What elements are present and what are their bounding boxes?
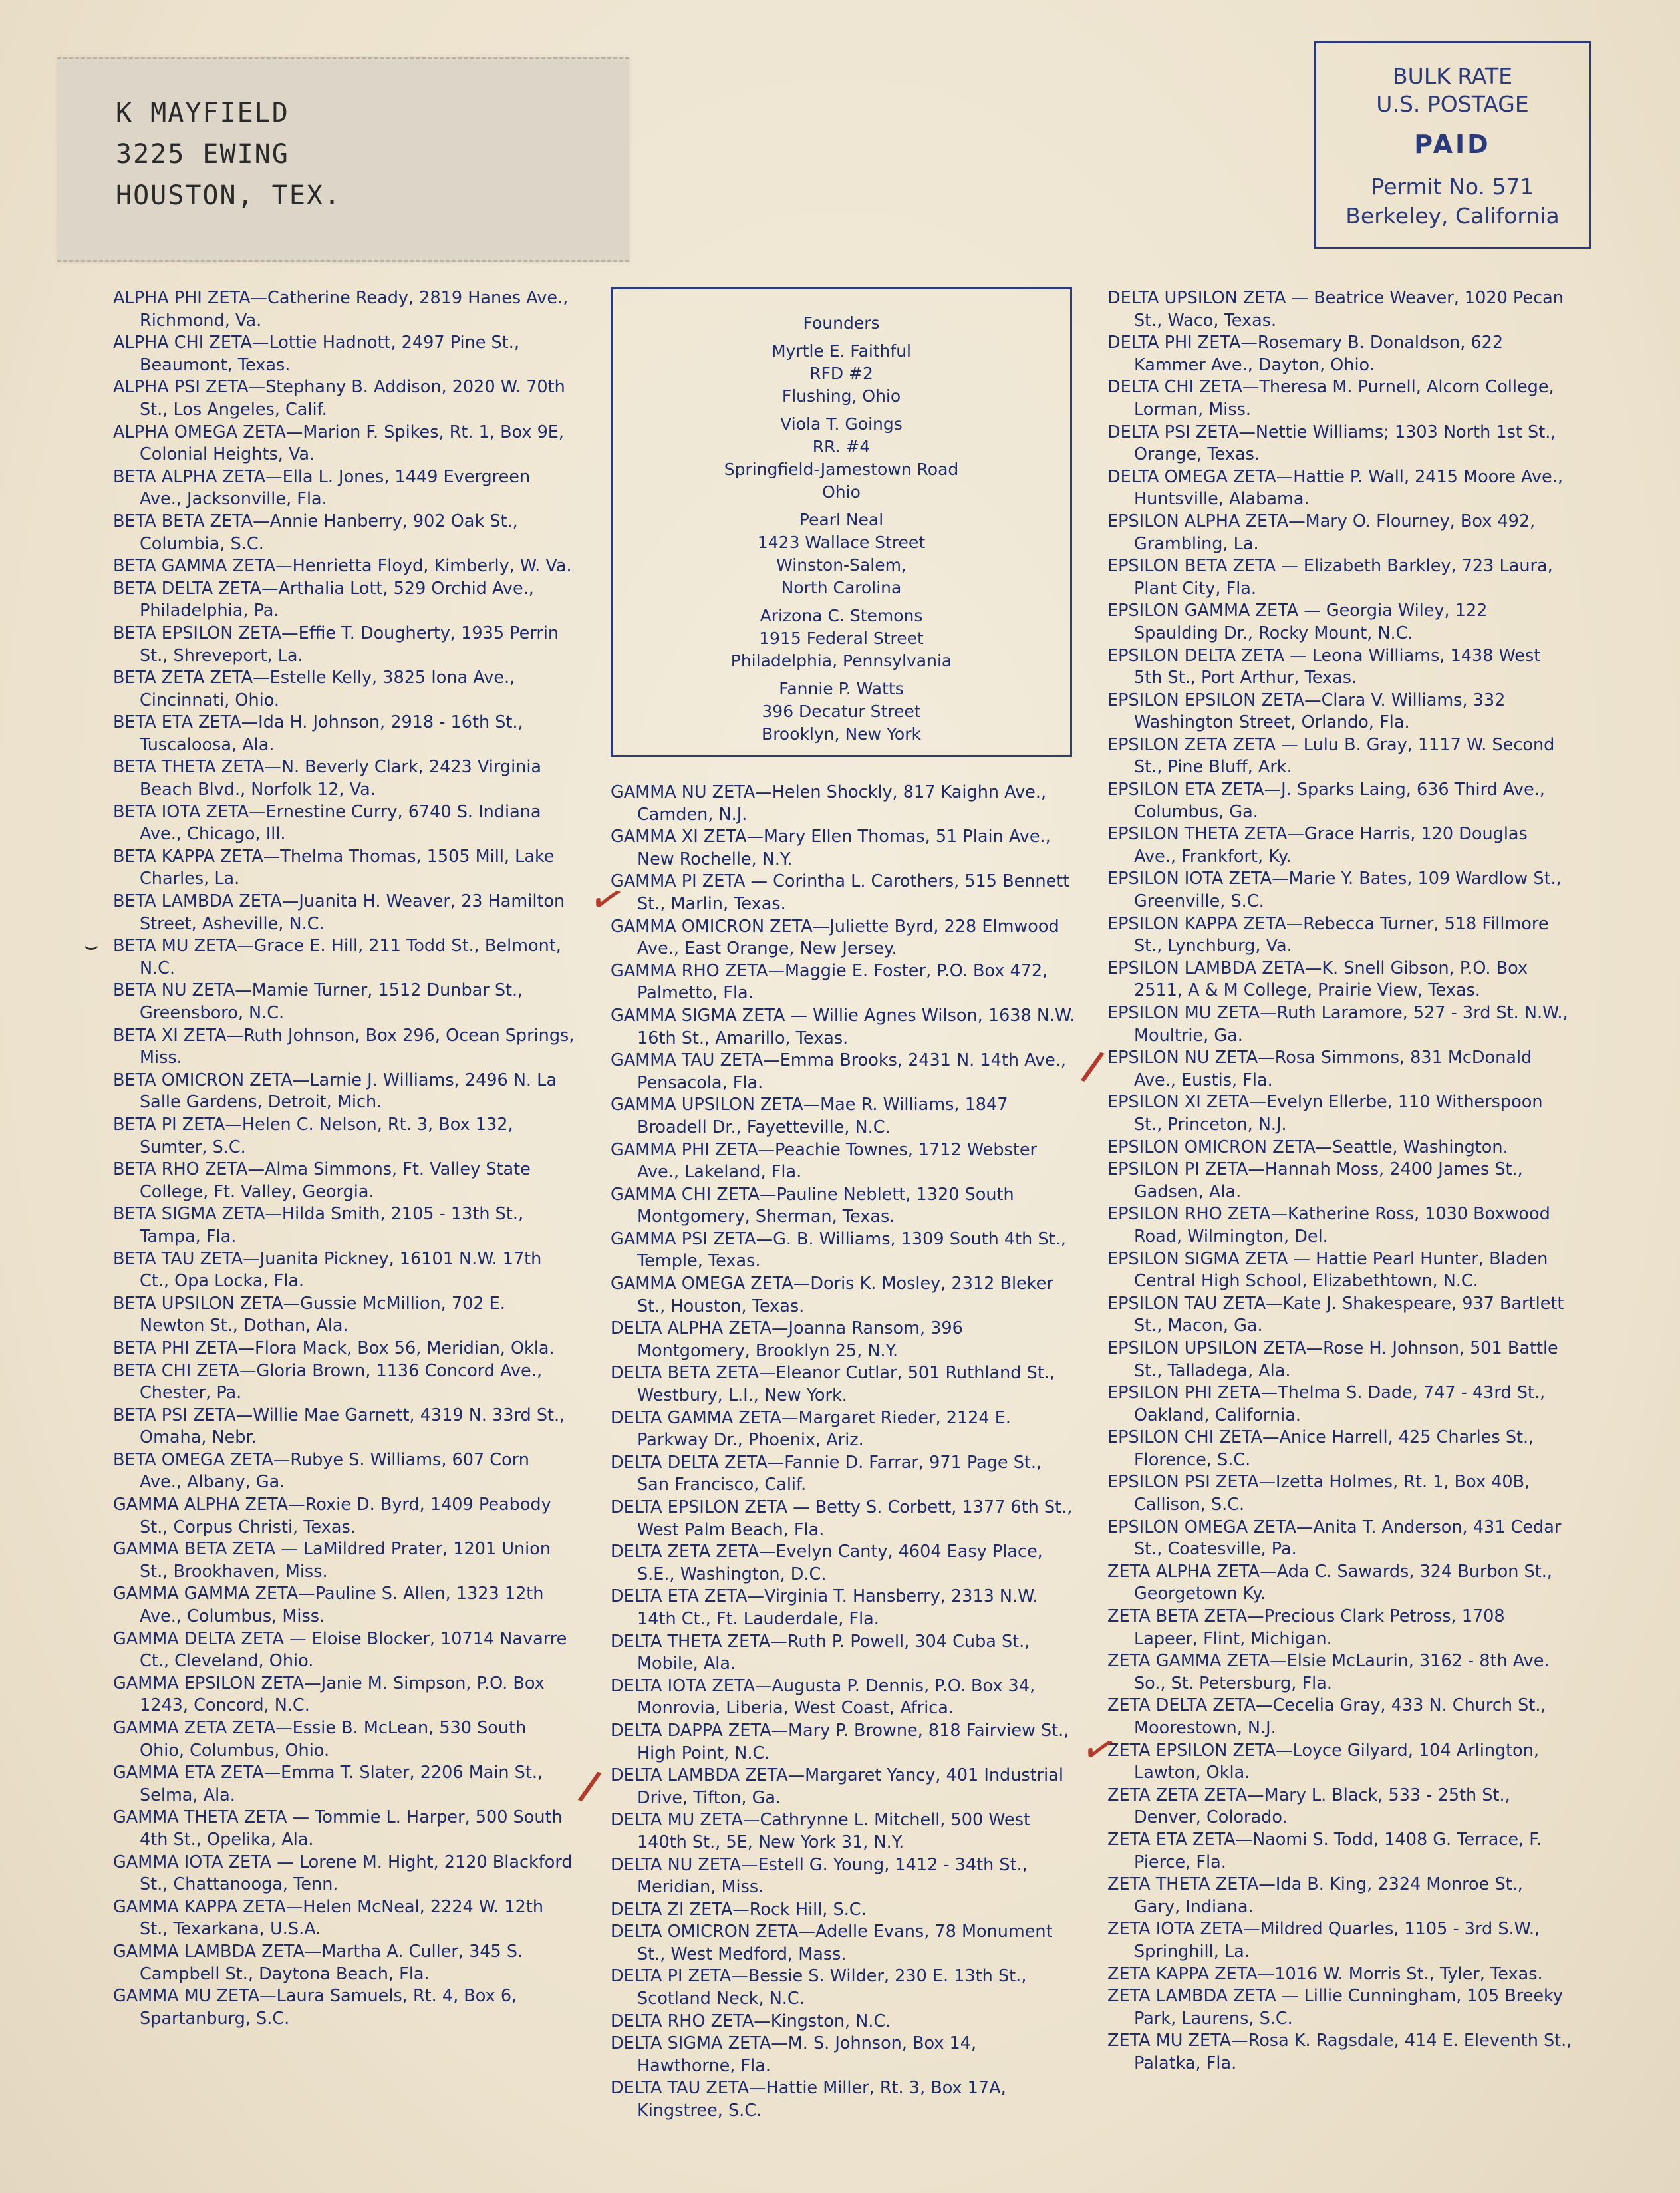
chapter-entry: DELTA TAU ZETA—Hattie Miller, Rt. 3, Box 17A, Kingstree, S.C. <box>611 2078 1006 2121</box>
chapter-entry: DELTA PHI ZETA—Rosemary B. Donaldson, 622 Kammer Ave., Dayton, Ohio. <box>1107 333 1504 375</box>
chapter-entry: BETA PSI ZETA—Willie Mae Garnett, 4319 N. 33rd St., Omaha, Nebr. <box>113 1405 565 1448</box>
founder-line: Flushing, Ohio <box>781 386 901 406</box>
founders-box <box>611 287 1072 757</box>
chapter-entry: BETA XI ZETA—Ruth Johnson, Box 296, Ocean Springs, Miss. <box>113 1025 575 1068</box>
founder-line: 396 Decatur Street <box>762 702 921 721</box>
red-check-mark: / <box>575 1761 605 1811</box>
chapter-entry: DELTA OMEGA ZETA—Hattie P. Wall, 2415 Moore Ave., Huntsville, Alabama. <box>1107 466 1563 510</box>
chapter-entry: BETA UPSILON ZETA—Gussie McMillion, 702 E. Newton St., Dothan, Ala. <box>113 1293 505 1336</box>
chapter-entry: GAMMA LAMBDA ZETA—Martha A. Culler, 345 S. Campbell St., Daytona Beach, Fla. <box>113 1941 523 1984</box>
chapter-entry: ZETA DELTA ZETA—Cecelia Gray, 433 N. Church St., Moorestown, N.J. <box>1107 1695 1546 1738</box>
chapter-list-column-2 <box>611 782 1076 2122</box>
founder-line: Winston-Salem, <box>776 555 907 575</box>
founder-line: Philadelphia, Pennsylvania <box>730 651 952 670</box>
address-line-name: K MAYFIELD <box>116 98 289 128</box>
chapter-entry: DELTA PSI ZETA—Nettie Williams; 1303 North 1st St., Orange, Texas. <box>1107 422 1556 465</box>
founder-line: Ohio <box>822 482 861 502</box>
chapter-entry: EPSILON ALPHA ZETA—Mary O. Flourney, Box 492, Grambling, La. <box>1107 511 1536 554</box>
chapter-entry: EPSILON GAMMA ZETA — Georgia Wiley, 122 Spaulding Dr., Rocky Mount, N.C. <box>1107 601 1488 643</box>
founder-line: Viola T. Goings <box>780 414 903 434</box>
pencil-mark: ⌣ <box>84 933 99 959</box>
chapter-entry: GAMMA DELTA ZETA — Eloise Blocker, 10714 Navarre Ct., Cleveland, Ohio. <box>113 1628 567 1672</box>
chapter-entry: DELTA RHO ZETA—Kingston, N.C. <box>611 2011 891 2031</box>
chapter-entry: EPSILON OMICRON ZETA—Seattle, Washington. <box>1107 1137 1508 1157</box>
chapter-entry: EPSILON ETA ZETA—J. Sparks Laing, 636 Third Ave., Columbus, Ga. <box>1107 780 1545 822</box>
chapter-entry: BETA LAMBDA ZETA—Juanita H. Weaver, 23 Hamilton Street, Asheville, N.C. <box>113 891 565 934</box>
chapter-entry: DELTA CHI ZETA—Theresa M. Purnell, Alcorn College, Lorman, Miss. <box>1107 377 1554 420</box>
chapter-entry: DELTA GAMMA ZETA—Margaret Rieder, 2124 E. Parkway Dr., Phoenix, Ariz. <box>611 1407 1011 1451</box>
chapter-entry: GAMMA ZETA ZETA—Essie B. McLean, 530 South Ohio, Columbus, Ohio. <box>113 1718 527 1761</box>
chapter-entry: BETA GAMMA ZETA—Henrietta Floyd, Kimberly, W. Va. <box>113 556 572 577</box>
chapter-entry: BETA RHO ZETA—Alma Simmons, Ft. Valley State College, Ft. Valley, Georgia. <box>113 1159 531 1202</box>
chapter-entry: EPSILON NU ZETA—Rosa Simmons, 831 McDonald Ave., Eustis, Fla. <box>1107 1048 1532 1090</box>
chapter-entry: GAMMA SIGMA ZETA — Willie Agnes Wilson, 1638 N.W. 16th St., Amarillo, Texas. <box>611 1005 1075 1048</box>
founder-line: Springfield-Jamestown Road <box>724 460 959 479</box>
chapter-entry: EPSILON PHI ZETA—Thelma S. Dade, 747 - 43rd St., Oakland, California. <box>1107 1383 1546 1425</box>
chapter-entry: EPSILON SIGMA ZETA — Hattie Pearl Hunter, Bladen Central High School, Elizabethtown, N.C. <box>1107 1248 1548 1292</box>
chapter-entry: GAMMA CHI ZETA—Pauline Neblett, 1320 South Montgomery, Sherman, Texas. <box>611 1184 1014 1227</box>
chapter-entry: DELTA PI ZETA—Bessie S. Wilder, 230 E. 13th St., Scotland Neck, N.C. <box>611 1966 1027 2009</box>
chapter-entry: BETA THETA ZETA—N. Beverly Clark, 2423 Virginia Beach Blvd., Norfolk 12, Va. <box>113 757 542 800</box>
chapter-entry: ZETA ETA ZETA—Naomi S. Todd, 1408 G. Terrace, F. Pierce, Fla. <box>1107 1829 1542 1872</box>
chapter-entry: GAMMA GAMMA ZETA—Pauline S. Allen, 1323 12th Ave., Columbus, Miss. <box>113 1584 544 1627</box>
chapter-entry: DELTA ETA ZETA—Virginia T. Hansberry, 2313 N.W. 14th Ct., Ft. Lauderdale, Fla. <box>611 1586 1038 1629</box>
chapter-entry: BETA PI ZETA—Helen C. Nelson, Rt. 3, Box 132, Sumter, S.C. <box>113 1114 513 1157</box>
chapter-entry: GAMMA XI ZETA—Mary Ellen Thomas, 51 Plain Ave., New Rochelle, N.Y. <box>611 827 1051 869</box>
chapter-entry: GAMMA OMEGA ZETA—Doris K. Mosley, 2312 Bleker St., Houston, Texas. <box>611 1274 1053 1316</box>
chapter-entry: BETA ETA ZETA—Ida H. Johnson, 2918 - 16th St., Tuscaloosa, Ala. <box>113 712 523 755</box>
chapter-entry: GAMMA PHI ZETA—Peachie Townes, 1712 Webster Ave., Lakeland, Fla. <box>611 1139 1037 1183</box>
paid-text: PAID <box>1414 130 1491 159</box>
chapter-entry: DELTA IOTA ZETA—Augusta P. Dennis, P.O. Box 34, Monrovia, Liberia, West Coast, Africa. <box>611 1676 1036 1719</box>
chapter-entry: GAMMA OMICRON ZETA—Juliette Byrd, 228 Elmwood Ave., East Orange, New Jersey. <box>611 916 1059 959</box>
chapter-list-column-3 <box>1107 287 1573 2075</box>
chapter-entry: EPSILON THETA ZETA—Grace Harris, 120 Douglas Ave., Frankfort, Ky. <box>1107 824 1528 867</box>
chapter-entry: EPSILON PI ZETA—Hannah Moss, 2400 James St., Gadsen, Ala. <box>1107 1159 1523 1202</box>
chapter-entry: GAMMA NU ZETA—Helen Shockly, 817 Kaighn Ave., Camden, N.J. <box>611 782 1047 825</box>
chapter-entry: BETA EPSILON ZETA—Effie T. Dougherty, 1935 Perrin St., Shreveport, La. <box>113 623 559 666</box>
chapter-entry: EPSILON BETA ZETA — Elizabeth Barkley, 723 Laura, Plant City, Fla. <box>1107 556 1553 599</box>
chapter-entry: GAMMA ALPHA ZETA—Roxie D. Byrd, 1409 Peabody St., Corpus Christi, Texas. <box>113 1495 551 1537</box>
chapter-entry: DELTA NU ZETA—Estell G. Young, 1412 - 34th St., Meridian, Miss. <box>611 1854 1028 1898</box>
chapter-entry: ALPHA PHI ZETA—Catherine Ready, 2819 Hanes Ave., Richmond, Va. <box>113 288 569 331</box>
chapter-entry: GAMMA IOTA ZETA — Lorene M. Hight, 2120 Blackford St., Chattanooga, Tenn. <box>113 1852 573 1895</box>
chapter-entry: BETA KAPPA ZETA—Thelma Thomas, 1505 Mill, Lake Charles, La. <box>113 846 555 889</box>
chapter-entry: GAMMA ETA ZETA—Emma T. Slater, 2206 Main St., Selma, Ala. <box>113 1763 543 1805</box>
founder-line: Arizona C. Stemons <box>760 606 923 625</box>
founder-line: Myrtle E. Faithful <box>771 341 911 361</box>
chapter-entry: EPSILON DELTA ZETA — Leona Williams, 1438 West 5th St., Port Arthur, Texas. <box>1107 645 1541 688</box>
chapter-entry: GAMMA PI ZETA — Corintha L. Carothers, 515 Bennett St., Marlin, Texas. <box>611 871 1070 914</box>
chapter-entry: DELTA OMICRON ZETA—Adelle Evans, 78 Monument St., West Medford, Mass. <box>611 1922 1053 1964</box>
chapter-entry: DELTA MU ZETA—Cathrynne L. Mitchell, 500 West 140th St., 5E, New York 31, N.Y. <box>611 1810 1030 1852</box>
red-check-mark: / <box>1078 1042 1107 1091</box>
chapter-entry: GAMMA PSI ZETA—G. B. Williams, 1309 South 4th St., Temple, Texas. <box>611 1229 1066 1272</box>
chapter-entry: ZETA ZETA ZETA—Mary L. Black, 533 - 25th St., Denver, Colorado. <box>1107 1785 1510 1828</box>
chapter-entry: EPSILON TAU ZETA—Kate J. Shakespeare, 937 Bartlett St., Macon, Ga. <box>1107 1293 1564 1336</box>
chapter-entry: ZETA GAMMA ZETA—Elsie McLaurin, 3162 - 8th Ave. So., St. Petersburg, Fla. <box>1107 1651 1550 1693</box>
chapter-entry: ALPHA OMEGA ZETA—Marion F. Spikes, Rt. 1, Box 9E, Colonial Heights, Va. <box>113 422 565 465</box>
chapter-entry: DELTA ALPHA ZETA—Joanna Ransom, 396 Montgomery, Brooklyn 25, N.Y. <box>611 1318 963 1361</box>
chapter-list-column-1 <box>113 287 575 2030</box>
chapter-entry: BETA MU ZETA—Grace E. Hill, 211 Todd St., Belmont, N.C. <box>113 936 561 978</box>
chapter-entry: EPSILON OMEGA ZETA—Anita T. Anderson, 431 Cedar St., Coatesville, Pa. <box>1107 1517 1562 1560</box>
chapter-entry: EPSILON RHO ZETA—Katherine Ross, 1030 Boxwood Road, Wilmington, Del. <box>1107 1204 1550 1246</box>
chapter-entry: ZETA THETA ZETA—Ida B. King, 2324 Monroe St., Gary, Indiana. <box>1107 1874 1523 1917</box>
chapter-entry: BETA ALPHA ZETA—Ella L. Jones, 1449 Evergreen Ave., Jacksonville, Fla. <box>113 466 531 510</box>
chapter-entry: BETA IOTA ZETA—Ernestine Curry, 6740 S. Indiana Ave., Chicago, Ill. <box>113 802 541 845</box>
chapter-entry: BETA TAU ZETA—Juanita Pickney, 16101 N.W. 17th Ct., Opa Locka, Fla. <box>113 1248 542 1292</box>
chapter-entry: ZETA IOTA ZETA—Mildred Quarles, 1105 - 3rd S.W., Springhill, La. <box>1107 1919 1540 1962</box>
chapter-entry: EPSILON ZETA ZETA — Lulu B. Gray, 1117 W. Second St., Pine Bluff, Ark. <box>1107 734 1555 778</box>
founder-line: 1915 Federal Street <box>759 629 924 648</box>
chapter-entry: GAMMA MU ZETA—Laura Samuels, Rt. 4, Box 6, Spartanburg, S.C. <box>113 1986 517 2029</box>
founder-entry <box>613 340 1070 408</box>
chapter-entry: EPSILON EPSILON ZETA—Clara V. Williams, 332 Washington Street, Orlando, Fla. <box>1107 690 1506 733</box>
chapter-entry: ZETA MU ZETA—Rosa K. Ragsdale, 414 E. Eleventh St., Palatka, Fla. <box>1107 2031 1572 2073</box>
red-check-mark: ✓ <box>1076 1722 1123 1778</box>
founder-line: Pearl Neal <box>799 510 884 529</box>
founders-title: Founders <box>803 313 880 333</box>
chapter-entry: BETA DELTA ZETA—Arthalia Lott, 529 Orchid Ave., Philadelphia, Pa. <box>113 578 534 621</box>
chapter-entry: DELTA ZI ZETA—Rock Hill, S.C. <box>611 1899 867 1920</box>
chapter-entry: BETA BETA ZETA—Annie Hanberry, 902 Oak St., Columbia, S.C. <box>113 511 518 554</box>
chapter-entry: ALPHA PSI ZETA—Stephany B. Addison, 2020 W. 70th St., Los Angeles, Calif. <box>113 377 565 420</box>
chapter-entry: ZETA KAPPA ZETA—1016 W. Morris St., Tyler, Texas. <box>1107 1964 1543 1984</box>
chapter-entry: DELTA THETA ZETA—Ruth P. Powell, 304 Cuba St., Mobile, Ala. <box>611 1631 1030 1674</box>
chapter-entry: DELTA SIGMA ZETA—M. S. Johnson, Box 14, Hawthorne, Fla. <box>611 2033 977 2076</box>
chapter-entry: DELTA LAMBDA ZETA—Margaret Yancy, 401 Industrial Drive, Tifton, Ga. <box>611 1765 1063 1808</box>
chapter-entry: BETA NU ZETA—Mamie Turner, 1512 Dunbar St., Greensboro, N.C. <box>113 980 523 1023</box>
chapter-entry: BETA OMEGA ZETA—Rubye S. Williams, 607 Corn Ave., Albany, Ga. <box>113 1449 529 1493</box>
chapter-entry: GAMMA TAU ZETA—Emma Brooks, 2431 N. 14th Ave., Pensacola, Fla. <box>611 1050 1067 1093</box>
chapter-entry: GAMMA BETA ZETA — LaMildred Prater, 1201 Union St., Brookhaven, Miss. <box>113 1539 551 1582</box>
address-line-street: 3225 EWING <box>116 139 289 170</box>
founder-entry <box>613 605 1070 672</box>
address-line-city: HOUSTON, TEX. <box>116 180 342 211</box>
chapter-entry: DELTA EPSILON ZETA — Betty S. Corbett, 1377 6th St., West Palm Beach, Fla. <box>611 1497 1073 1540</box>
chapter-entry: GAMMA KAPPA ZETA—Helen McNeal, 2224 W. 12th St., Texarkana, U.S.A. <box>113 1896 543 1940</box>
chapter-entry: ZETA ALPHA ZETA—Ada C. Sawards, 324 Burbon St., Georgetown Ky. <box>1107 1561 1552 1604</box>
founder-entry <box>613 413 1070 504</box>
chapter-entry: GAMMA UPSILON ZETA—Mae R. Williams, 1847 Broadell Dr., Fayetteville, N.C. <box>611 1095 1008 1137</box>
chapter-entry: ZETA EPSILON ZETA—Loyce Gilyard, 104 Arlington, Lawton, Okla. <box>1107 1740 1540 1783</box>
permit-city-text: Berkeley, California <box>1345 203 1560 229</box>
chapter-entry: DELTA DELTA ZETA—Fannie D. Farrar, 971 Page St., San Francisco, Calif. <box>611 1452 1042 1495</box>
chapter-entry: EPSILON UPSILON ZETA—Rose H. Johnson, 501 Battle St., Talladega, Ala. <box>1107 1338 1558 1381</box>
founder-entry <box>613 509 1070 599</box>
bulk-rate-text: BULK RATE <box>1393 63 1512 89</box>
chapter-entry: GAMMA THETA ZETA — Tommie L. Harper, 500 South 4th St., Opelika, Ala. <box>113 1807 563 1850</box>
founder-entry <box>613 678 1070 746</box>
chapter-entry: ZETA LAMBDA ZETA — Lillie Cunningham, 105 Breeky Park, Laurens, S.C. <box>1107 1986 1563 2029</box>
chapter-entry: EPSILON PSI ZETA—Izetta Holmes, Rt. 1, Box 40B, Callison, S.C. <box>1107 1472 1530 1515</box>
chapter-entry: BETA SIGMA ZETA—Hilda Smith, 2105 - 13th St., Tampa, Fla. <box>113 1204 524 1246</box>
address-label <box>57 57 629 262</box>
chapter-entry: DELTA ZETA ZETA—Evelyn Canty, 4604 Easy Place, S.E., Washington, D.C. <box>611 1542 1043 1584</box>
permit-text: Permit No. 571 <box>1371 174 1534 200</box>
chapter-entry: EPSILON IOTA ZETA—Marie Y. Bates, 109 Wardlow St., Greenville, S.C. <box>1107 869 1562 912</box>
chapter-entry: EPSILON MU ZETA—Ruth Laramore, 527 - 3rd St. N.W., Moultrie, Ga. <box>1107 1003 1568 1046</box>
chapter-entry: BETA ZETA ZETA—Estelle Kelly, 3825 Iona Ave., Cincinnati, Ohio. <box>113 668 515 710</box>
chapter-entry: GAMMA RHO ZETA—Maggie E. Foster, P.O. Box 472, Palmetto, Fla. <box>611 960 1048 1004</box>
founder-line: Fannie P. Watts <box>779 679 904 698</box>
us-postage-text: U.S. POSTAGE <box>1376 91 1529 117</box>
chapter-entry: DELTA DAPPA ZETA—Mary P. Browne, 818 Fairview St., High Point, N.C. <box>611 1720 1069 1763</box>
red-check-mark: ✓ <box>584 872 630 928</box>
chapter-entry: BETA PHI ZETA—Flora Mack, Box 56, Meridian, Okla. <box>113 1338 555 1358</box>
chapter-entry: EPSILON CHI ZETA—Anice Harrell, 425 Charles St., Florence, S.C. <box>1107 1427 1534 1470</box>
postage-indicia <box>1314 41 1591 249</box>
chapter-entry: EPSILON KAPPA ZETA—Rebecca Turner, 518 Fillmore St., Lynchburg, Va. <box>1107 913 1549 956</box>
founder-line: RFD #2 <box>809 364 873 383</box>
founder-line: RR. #4 <box>812 437 871 456</box>
chapter-entry: BETA CHI ZETA—Gloria Brown, 1136 Concord Ave., Chester, Pa. <box>113 1360 542 1403</box>
chapter-entry: EPSILON LAMBDA ZETA—K. Snell Gibson, P.O. Box 2511, A & M College, Prairie View, Texas. <box>1107 958 1528 1001</box>
founder-line: Brooklyn, New York <box>762 724 921 744</box>
chapter-entry: ZETA BETA ZETA—Precious Clark Petross, 1708 Lapeer, Flint, Michigan. <box>1107 1606 1505 1649</box>
chapter-entry: DELTA UPSILON ZETA — Beatrice Weaver, 1020 Pecan St., Waco, Texas. <box>1107 288 1564 331</box>
chapter-entry: BETA OMICRON ZETA—Larnie J. Williams, 2496 N. La Salle Gardens, Detroit, Mich. <box>113 1070 557 1113</box>
chapter-entry: EPSILON XI ZETA—Evelyn Ellerbe, 110 Witherspoon St., Princeton, N.J. <box>1107 1092 1543 1135</box>
founder-line: 1423 Wallace Street <box>757 533 926 552</box>
chapter-entry: DELTA BETA ZETA—Eleanor Cutlar, 501 Ruthland St., Westbury, L.I., New York. <box>611 1363 1055 1406</box>
founder-line: North Carolina <box>781 578 902 597</box>
chapter-entry: GAMMA EPSILON ZETA—Janie M. Simpson, P.O. Box 1243, Concord, N.C. <box>113 1673 545 1716</box>
chapter-entry: ALPHA CHI ZETA—Lottie Hadnott, 2497 Pine St., Beaumont, Texas. <box>113 333 519 375</box>
